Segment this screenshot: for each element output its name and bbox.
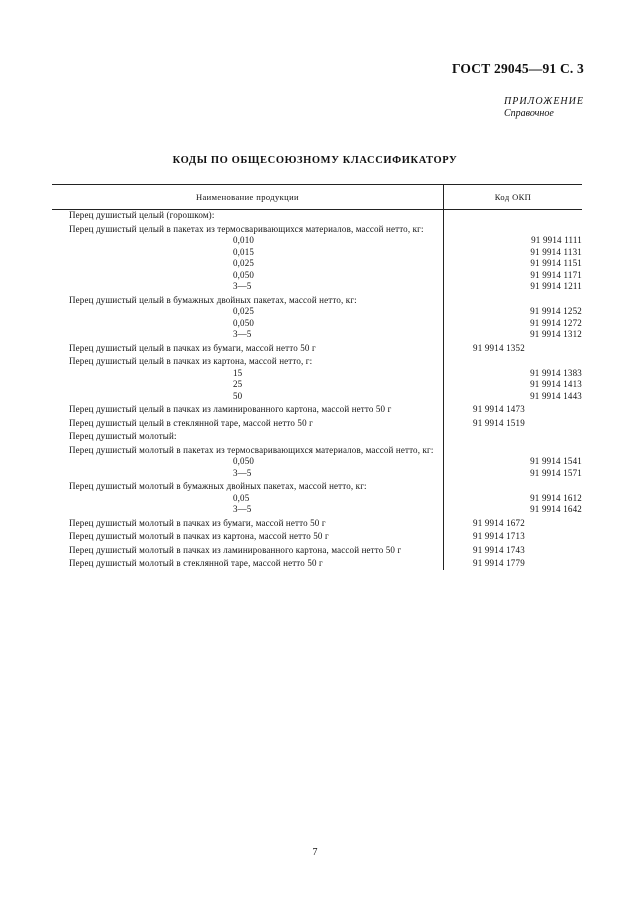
table-row — [52, 504, 582, 516]
net-mass-cell: 25 — [233, 379, 243, 389]
product-name-cell: Перец душистый молотый в пачках из ламинированного картона, массой нетто 50 г — [69, 544, 402, 555]
okp-code-cell: 91 9914 1541 — [530, 456, 582, 466]
table-row — [52, 379, 582, 391]
column-header-product-name: Наименование продукции — [52, 185, 444, 209]
appendix-label: ПРИЛОЖЕНИЕ — [504, 96, 584, 107]
okp-code-cell: 91 9914 1171 — [530, 269, 582, 280]
product-name-cell: Перец душистый молотый в пакетах из термосваривающихся материалов, массой нетто, кг: — [69, 444, 434, 455]
appendix-block — [504, 96, 584, 120]
net-mass-cell: 0,025 — [233, 306, 254, 316]
okp-code-cell: 91 9914 1131 — [530, 246, 582, 257]
table-row — [52, 356, 582, 368]
table-row — [52, 343, 582, 355]
table-row — [52, 545, 582, 557]
okp-code-cell: 91 9914 1272 — [530, 317, 582, 328]
okp-code-cell: 91 9914 1111 — [531, 235, 582, 245]
net-mass-cell: 3—5 — [233, 329, 252, 339]
table-body — [52, 210, 582, 570]
okp-code-cell — [443, 356, 582, 368]
table-row — [52, 404, 582, 416]
product-name-cell: Перец душистый целый в пачках из картона, массой нетто, г: — [69, 356, 313, 366]
net-mass-cell: 0,015 — [233, 246, 254, 257]
net-mass-cell: 3—5 — [233, 467, 252, 478]
page-number: 7 — [312, 847, 318, 858]
net-mass-cell: 0,05 — [233, 492, 250, 503]
table-row — [52, 329, 582, 341]
okp-code-cell: 91 9914 1779 — [473, 558, 525, 568]
page-title: КОДЫ ПО ОБЩЕСОЮЗНОМУ КЛАССИФИКАТОРУ — [172, 155, 458, 166]
net-mass-cell: 0,050 — [233, 269, 254, 280]
net-mass-cell: 0,010 — [233, 235, 254, 245]
net-mass-cell: 3—5 — [233, 504, 252, 514]
okp-code-cell: 91 9914 1383 — [530, 367, 582, 378]
table-row — [52, 531, 582, 543]
table-row — [52, 247, 582, 259]
table-row — [52, 391, 582, 403]
okp-code-cell — [443, 210, 582, 222]
net-mass-cell: 15 — [233, 367, 243, 378]
standard-reference: ГОСТ 29045—91 С. 3 — [451, 61, 584, 76]
table-row — [52, 468, 582, 480]
okp-code-cell: 91 9914 1519 — [473, 417, 525, 428]
appendix-note: Справочное — [504, 108, 554, 119]
column-header-okp-code: Код ОКП — [494, 192, 532, 202]
table-row — [52, 235, 582, 247]
table-row — [52, 445, 582, 457]
table-row — [52, 281, 582, 293]
okp-code-cell — [443, 445, 582, 457]
product-name-cell: Перец душистый целый (горошком): — [69, 210, 215, 220]
table-row — [52, 318, 582, 330]
product-name-cell: Перец душистый целый в пачках из бумаги, массой нетто 50 г — [69, 342, 316, 353]
table-row — [52, 368, 582, 380]
okp-code-cell: 91 9914 1352 — [473, 342, 525, 353]
okp-code-cell — [443, 224, 582, 236]
table-row — [52, 418, 582, 430]
product-name-cell: Перец душистый молотый в пачках из бумаги, массой нетто 50 г — [69, 517, 326, 528]
product-name-cell: Перец душистый целый в пакетах из термосваривающихся материалов, массой нетто, кг: — [69, 223, 424, 234]
net-mass-cell: 3—5 — [233, 281, 252, 291]
okp-code-cell: 91 9914 1672 — [473, 517, 525, 528]
table-row — [52, 481, 582, 493]
okp-codes-table — [52, 184, 582, 570]
okp-code-cell — [443, 431, 582, 443]
okp-code-cell: 91 9914 1612 — [530, 492, 582, 503]
net-mass-cell: 0,050 — [233, 317, 254, 328]
product-name-cell: Перец душистый молотый в стеклянной таре, массой нетто 50 г — [69, 558, 323, 568]
net-mass-cell: 0,050 — [233, 456, 254, 466]
okp-code-cell — [443, 295, 582, 307]
product-name-cell: Перец душистый целый в стеклянной таре, массой нетто 50 г — [69, 417, 313, 428]
okp-code-cell — [443, 481, 582, 493]
okp-code-cell: 91 9914 1473 — [473, 404, 525, 414]
net-mass-cell: 0,025 — [233, 258, 254, 268]
table-row — [52, 558, 582, 570]
net-mass-cell: 50 — [233, 390, 243, 401]
product-name-cell: Перец душистый целый в бумажных двойных пакетах, массой нетто, кг: — [69, 294, 357, 305]
okp-code-cell: 91 9914 1443 — [530, 390, 582, 401]
okp-code-cell: 91 9914 1571 — [530, 467, 582, 478]
table-row — [52, 224, 582, 236]
okp-code-cell: 91 9914 1211 — [530, 281, 582, 291]
table-row — [52, 270, 582, 282]
table-row — [52, 295, 582, 307]
okp-code-cell: 91 9914 1713 — [473, 531, 525, 541]
table-header — [52, 184, 582, 210]
okp-code-cell: 91 9914 1413 — [530, 379, 582, 389]
table-row — [52, 210, 582, 222]
table-row — [52, 493, 582, 505]
okp-code-cell: 91 9914 1642 — [530, 504, 582, 514]
table-row — [52, 518, 582, 530]
okp-code-cell: 91 9914 1252 — [530, 306, 582, 316]
table-row — [52, 306, 582, 318]
okp-code-cell: 91 9914 1743 — [473, 544, 525, 555]
product-name-cell: Перец душистый молотый в пачках из картона, массой нетто 50 г — [69, 531, 329, 541]
table-row — [52, 431, 582, 443]
table-row — [52, 456, 582, 468]
product-name-cell: Перец душистый молотый в бумажных двойных пакетах, массой нетто, кг: — [69, 481, 367, 491]
okp-code-cell: 91 9914 1312 — [530, 329, 582, 339]
okp-code-cell: 91 9914 1151 — [530, 258, 582, 268]
table-row — [52, 258, 582, 270]
product-name-cell: Перец душистый целый в пачках из ламинированного картона, массой нетто 50 г — [69, 404, 392, 414]
product-name-cell: Перец душистый молотый: — [69, 431, 177, 441]
